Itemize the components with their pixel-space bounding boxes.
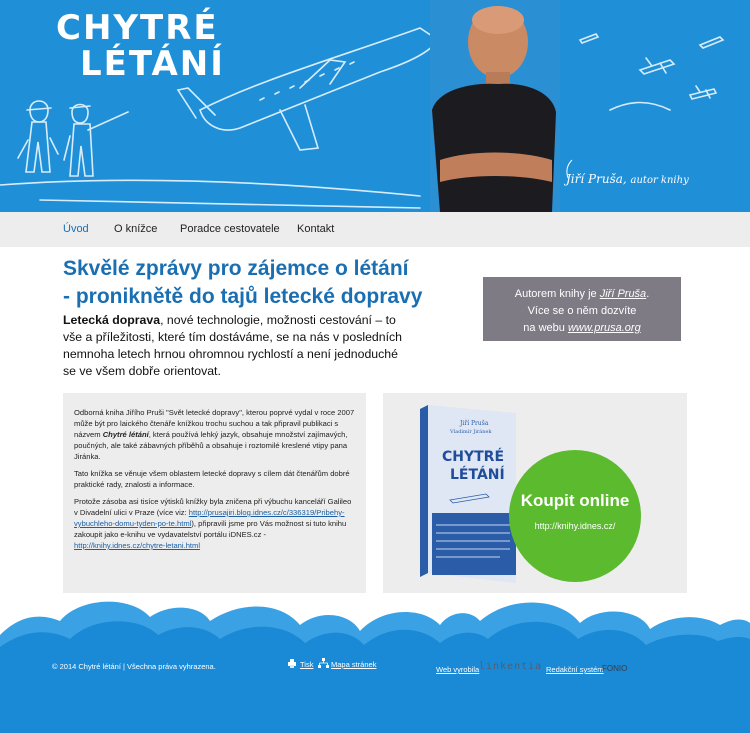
printer-icon[interactable] (287, 659, 297, 669)
buy-online-button[interactable] (509, 450, 641, 582)
page-headline (63, 255, 463, 311)
header-banner (0, 0, 750, 212)
author-caption-role: autor knihy (630, 175, 689, 186)
about-p3-text-a: Protože zásoba asi tisíce výtisků knížky byla zničena při výbuchu kanceláří Galileo v Divadelní ulici v Praze (více viz: (74, 497, 352, 517)
buy-online-box (383, 393, 687, 593)
blog-article-link[interactable]: http://prusajiri.blog.idnes.cz/c/336319/Pribehy-vybuchleho-domu-tyden-po-te.html (74, 508, 345, 528)
headline-line-1: Skvělé zprávy pro zájemce o létání (63, 257, 409, 280)
site-logo[interactable] (56, 10, 225, 82)
buy-online-url: http://knihy.idnes.cz/ (534, 521, 616, 531)
sitemap-icon[interactable] (318, 658, 329, 669)
author-website-link[interactable]: www.prusa.org (567, 322, 641, 334)
airplane-body-sketch (200, 28, 438, 130)
about-p1-text-b: , která používá lehký jazyk, obsahuje množství zajímavých, poučných, ale také zábavných příběhů a obsahuje i roztomilé kreslené vtipy pana Jiránka. (74, 430, 348, 461)
headline-line-2: - proniknětě do tajů letecké dopravy (63, 285, 423, 308)
book-coauthor: Vladimír Jiránek (450, 429, 492, 435)
intro-lead-text: , nové technologie, možnosti cestování – to vše a příležitosti, které tím dostáváme, se na nás v posledních nemnoha letech hrnou ohromnou rychlostí a není jednoduché se ve všem dobře orientovat. (63, 313, 403, 378)
author-caption-name: Jiří Pruša, (566, 172, 627, 186)
book-title-line-2: LÉTÁNÍ (450, 467, 505, 483)
web-by-link[interactable]: Web vyrobila (436, 665, 480, 674)
print-link[interactable]: Tisk (300, 660, 314, 669)
cms-link[interactable]: Redakční systém (546, 665, 604, 674)
about-paragraph-3 (74, 496, 356, 551)
about-paragraph-1 (74, 407, 356, 462)
author-photo (430, 0, 560, 212)
author-name-link[interactable]: Jiří Pruša (599, 288, 647, 300)
author-box-web-text: na webu (523, 322, 568, 334)
author-box-line-1 (483, 286, 681, 303)
author-box-period: . (646, 288, 650, 300)
book-author: Jiří Pruša (460, 420, 489, 427)
about-book-box (63, 393, 366, 593)
nav-item-o-knizce[interactable]: O knížce (114, 223, 158, 235)
ebook-link[interactable]: http://knihy.idnes.cz/chytre-letani.html (74, 541, 201, 550)
logo-line-1: CHYTRÉ (56, 8, 219, 48)
book-cover[interactable] (420, 405, 516, 583)
author-box-line-2: Více se o něm dozvíte (527, 305, 637, 317)
linkentia-logo[interactable]: linkentia (479, 661, 543, 672)
about-paragraph-2: Tato knížka se věnuje všem oblastem letecké dopravy s cílem dát čtenářům dobré praktické rady, znalosti a informace. (74, 469, 350, 489)
nav-item-poradce-cestovatele[interactable]: Poradce cestovatele (180, 223, 280, 235)
about-p1-text-a: Odborná kniha Jiřího Pruši "Svět letecké dopravy", kterou poprvé vydal v roce 2007 může být pro laického čtenáře knížkou trochu suchou a tak připravil publikaci s názvem (74, 408, 355, 439)
intro-lead-bold: Letecká doprava (63, 313, 161, 327)
about-p3-text-b: ), připravili jsme pro Vás možnost si tuto knihu zakoupit jako e-knihu ve vydavatelství portálu iDNES.cz - (74, 519, 347, 539)
footer (0, 595, 750, 733)
about-p1-book-title: Chytré létání (102, 430, 149, 439)
intro-paragraph (63, 312, 413, 380)
nav-item-uvod[interactable]: Úvod (63, 223, 89, 235)
book-title-line-1: CHYTRÉ (442, 449, 505, 465)
buy-online-label: Koupit online (520, 491, 630, 510)
main-navigation (0, 212, 750, 247)
logo-line-2: LÉTÁNÍ (80, 44, 225, 84)
fonio-logo[interactable]: FONIO (602, 664, 628, 673)
author-info-box (483, 277, 681, 341)
author-box-text: Autorem knihy je (514, 288, 600, 300)
nav-item-kontakt[interactable]: Kontakt (297, 223, 335, 235)
copyright-text: © 2014 Chytré létání | Všechna práva vyhrazena. (52, 662, 216, 671)
author-caption (566, 172, 689, 186)
author-box-line-3 (483, 320, 681, 337)
sitemap-link[interactable]: Mapa stránek (331, 660, 377, 669)
